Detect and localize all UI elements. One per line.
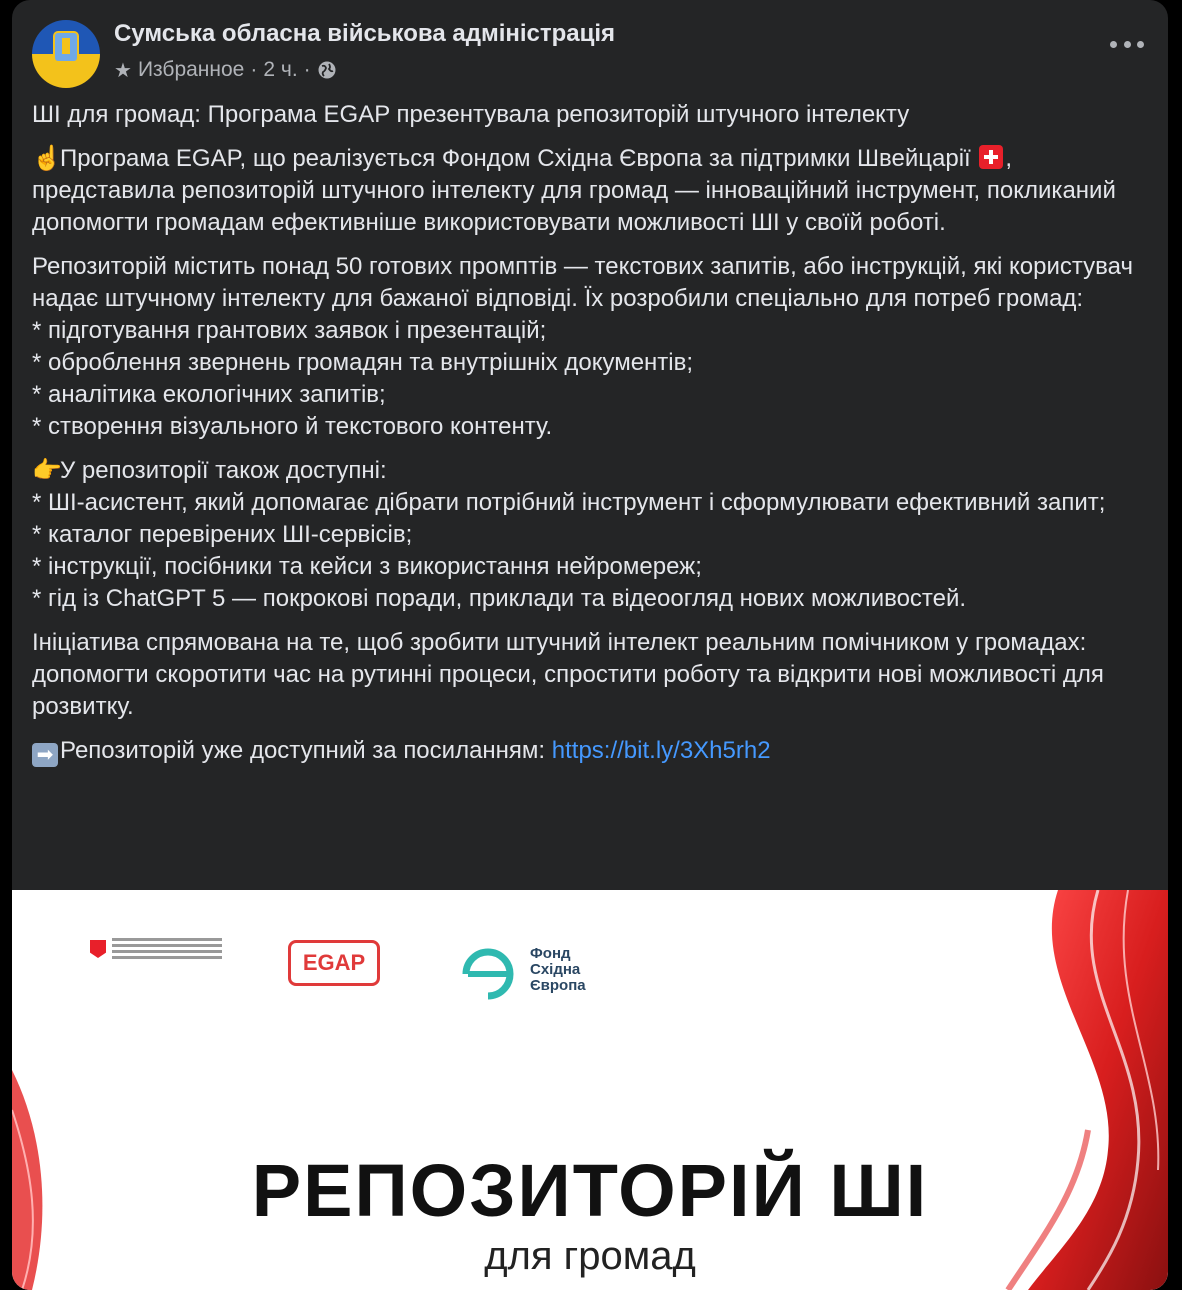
post-header [12, 0, 1168, 100]
swiss-flag-icon [979, 145, 1003, 169]
arrow-right-icon: ➡ [32, 743, 58, 767]
banner-title: РЕПОЗИТОРІЙ ШІ [251, 1149, 929, 1232]
post-meta [114, 56, 337, 84]
post-card [12, 0, 1168, 1290]
foundation-name: Фонд Східна Європа [530, 945, 586, 994]
globe-icon [317, 60, 337, 80]
coat-of-arms-icon [32, 20, 100, 88]
post-paragraph-2: Репозиторій містить понад 50 готових промптів — текстових запитів, або інструкцій, які користувач надає штучному інтелекту для бажаної відповіді. Їх розробили спеціально для потреб громад: * підготування грантових заявок і презентацій; * оброблення звернень громадян та внутрішніх документів; * аналітика екологічних запитів; * створення візуального й текстового контенту. [32, 253, 1133, 440]
separator: · [303, 58, 311, 81]
more-options-icon[interactable] [1110, 34, 1144, 54]
post-paragraph-4: Ініціатива спрямована на те, щоб зробити штучний інтелект реальним помічником у громадах: допомогти скоротити час на рутинні процеси, спростити роботу та відкрити нові можливості для розвитку. [32, 629, 1104, 720]
east-europe-foundation-logo [458, 944, 518, 1000]
post-image[interactable] [12, 890, 1168, 1290]
page-avatar[interactable] [32, 20, 100, 88]
post-paragraph-3: 👉У репозиторії також доступні: * ШІ-асистент, який допомагає дібрати потрібний інструмент і сформулювати ефективний запит; * каталог перевірених ШІ-сервісів; * інструкції, посібники та кейси з використання нейромереж; * гід із ChatGPT 5 — покрокові поради, приклади та відеоогляд нових можливостей. [32, 457, 1106, 612]
banner-subtitle: для громад [484, 1234, 696, 1278]
post-time[interactable]: 2 ч. [263, 58, 298, 81]
post-title: ШІ для громад: Програма EGAP презентувала репозиторій штучного інтелекту [32, 101, 910, 128]
post-text [32, 99, 1152, 767]
separator: · [250, 58, 258, 81]
favorite-star-icon: ★ [114, 59, 132, 82]
post-paragraph-1: ☝Програма EGAP, що реалізується Фондом Східна Європа за підтримки Швейцарії , представила репозиторій штучного інтелекту для громад — інноваційний інструмент, покликаний допомогти громадам ефективніше використовувати можливості ШІ у своїй роботі. [32, 145, 1116, 236]
audience-label: Избранное [137, 58, 245, 81]
pointing-up-icon: ☝ [32, 145, 62, 172]
pointing-right-icon: 👉 [32, 457, 62, 484]
post-paragraph-5: ➡ Репозиторій уже доступний за посиланням: https://bit.ly/3Xh5rh2 [32, 735, 1152, 767]
egap-logo: EGAP [288, 940, 380, 986]
post-link[interactable]: https://bit.ly/3Xh5rh2 [551, 737, 771, 764]
page-name[interactable]: Сумська обласна військова адміністрація [114, 20, 616, 47]
